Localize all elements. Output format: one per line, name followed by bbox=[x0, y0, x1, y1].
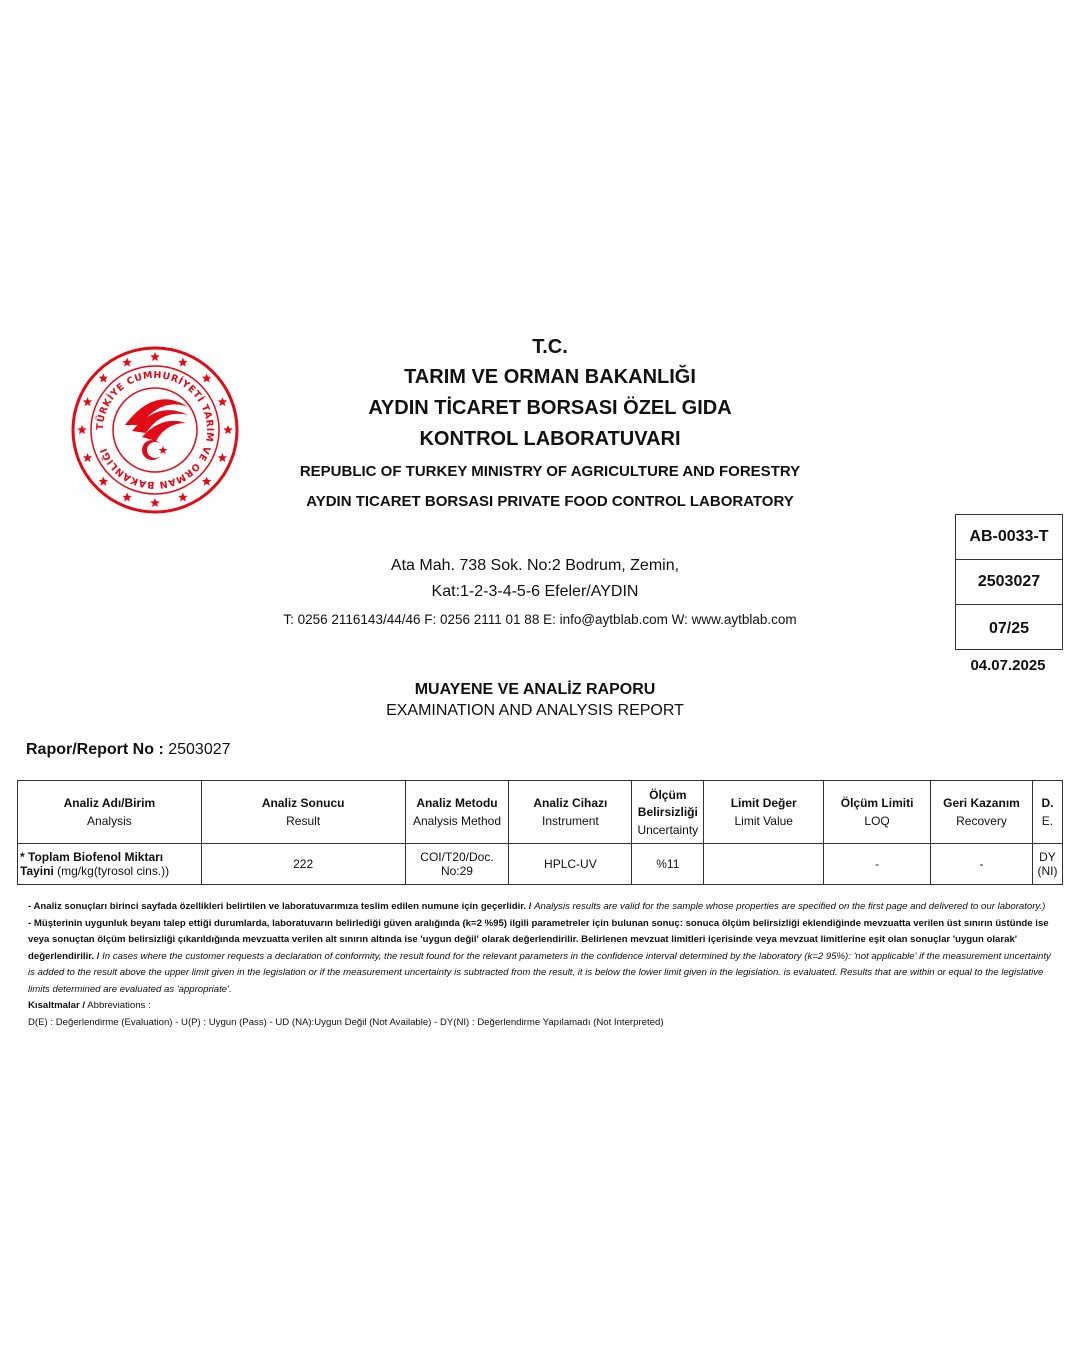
header-lab-tr-2: KONTROL LABORATUVARI bbox=[419, 428, 681, 450]
seal-star-icon bbox=[83, 397, 93, 406]
note-2: - Müşterinin uygunluk beyanı talep ettiği durumlarda, laboratuvarın belirlediği güven aralığında (k=2 %95) ilgili parametreler için bulunan sonuç: sonuca ölçüm belirsizliği eklendiğinde mevzuatta verilen üst sınırın üstünde ise veya sonuçtan ölçüm belirsizliği çıkarıldığında mevzuatta verilen alt sınırın altında ise 'uygun değil' olarak değerlendirilir. Belirlenen mevzuat limitleri içerisinde veya mevzuat limitlerine eşit olan sonuçlar 'uygun olarak' değerlendirilir. / In cases where the customer requests a declaration of conformity, the result found for the relevant parameters in the confidence interval determined by the laboratory (k=2 95%): 'not applicable' if the measurement uncertainty is added to the result above the upper limit given in the legislation or if the measurement uncertainty is subtracted from the result, it is below the lower limit given in the legislation. is evaluated. Results that are within or equal to the legislative limits determined are evaluated as 'appropriate'. bbox=[28, 917, 1051, 995]
cell-limit bbox=[704, 844, 824, 885]
report-number-value: 2503027 bbox=[168, 741, 231, 758]
seal-star-icon bbox=[99, 477, 109, 486]
seal-star-icon bbox=[150, 498, 160, 507]
seal-star-icon bbox=[223, 425, 233, 434]
report-number bbox=[26, 741, 231, 759]
ministry-seal-logo bbox=[70, 345, 240, 515]
report-title-tr: MUAYENE VE ANALİZ RAPORU bbox=[414, 681, 656, 698]
cell-result: 222 bbox=[201, 844, 405, 885]
seal-star-icon bbox=[83, 453, 93, 462]
address-line-1: Ata Mah. 738 Sok. No:2 Bodrum, Zemin, bbox=[390, 557, 680, 574]
col-header-result: Analiz Sonucu Result bbox=[201, 781, 405, 844]
contact-info: T: 0256 2116143/44/46 F: 0256 2111 01 88 E: info@aytblab.com W: www.aytblab.com bbox=[283, 612, 797, 627]
revision-code: 07/25 bbox=[955, 604, 1063, 650]
seal-star-icon bbox=[77, 425, 87, 434]
report-date: 04.07.2025 bbox=[970, 657, 1046, 674]
report-number-label: Rapor/Report No : bbox=[26, 741, 164, 758]
col-header-instrument: Analiz Cihazı Instrument bbox=[509, 781, 632, 844]
header-ministry-tr: TARIM VE ORMAN BAKANLIĞI bbox=[404, 366, 696, 388]
cell-uncertainty: %11 bbox=[632, 844, 704, 885]
header-lab-tr-1: AYDIN TİCARET BORSASI ÖZEL GIDA bbox=[368, 397, 732, 419]
abbreviations-heading: Kısaltmalar / Abbreviations : bbox=[28, 1000, 151, 1011]
abbreviations-list: D(E) : Değerlendirme (Evaluation) - U(P) : Uygun (Pass) - UD (NA):Uygun Değil (Not Available) - DY(NI) : Değerlendirme Yapılamadı (Not Interpreted) bbox=[28, 1016, 664, 1028]
seal-star-icon bbox=[122, 492, 132, 501]
cell-recovery: - bbox=[931, 844, 1033, 885]
cell-instrument: HPLC-UV bbox=[509, 844, 632, 885]
seal-star-icon bbox=[122, 358, 132, 367]
report-code: 2503027 bbox=[955, 560, 1063, 605]
cell-method: COI/T20/Doc. No:29 bbox=[405, 844, 509, 885]
cell-loq: - bbox=[824, 844, 931, 885]
table-row bbox=[18, 844, 1063, 885]
seal-star-icon bbox=[202, 373, 212, 382]
col-header-evaluation: D. E. bbox=[1032, 781, 1062, 844]
seal-star-icon bbox=[218, 397, 228, 406]
header-tc: T.C. bbox=[532, 336, 568, 358]
report-title-en: EXAMINATION AND ANALYSIS REPORT bbox=[386, 702, 684, 719]
col-header-method: Analiz Metodu Analysis Method bbox=[405, 781, 509, 844]
seal-star-icon bbox=[178, 358, 188, 367]
cell-analysis: * Toplam Biofenol Miktarı Tayini (mg/kg(tyrosol cins.)) bbox=[18, 844, 202, 885]
address-line-2: Kat:1-2-3-4-5-6 Efeler/AYDIN bbox=[431, 583, 639, 600]
seal-star-icon bbox=[150, 352, 160, 361]
col-header-loq: Ölçüm Limiti LOQ bbox=[824, 781, 931, 844]
header-ministry-en: REPUBLIC OF TURKEY MINISTRY OF AGRICULTURE AND FORESTRY bbox=[299, 463, 801, 480]
note-1: - Analiz sonuçları birinci sayfada özellikleri belirtilen ve laboratuvarımıza teslim edilen numune için geçerlidir. / Analysis results are valid for the sample whose properties are specified on the first page and delivered to our laboratory.) bbox=[28, 901, 1046, 912]
seal-star-icon bbox=[218, 453, 228, 462]
results-table bbox=[17, 780, 1063, 885]
cell-evaluation: DY (NI) bbox=[1032, 844, 1062, 885]
header-lab-en: AYDIN TICARET BORSASI PRIVATE FOOD CONTROL LABORATORY bbox=[306, 493, 794, 510]
svg-text:TÜRKİYE CUMHURİYETİ TARIM VE O: TÜRKİYE CUMHURİYETİ TARIM VE ORMAN BAKANLIĞI bbox=[94, 369, 216, 491]
col-header-analysis: Analiz Adı/Birim Analysis bbox=[18, 781, 202, 844]
seal-star-icon bbox=[202, 477, 212, 486]
seal-star-icon bbox=[99, 373, 109, 382]
accreditation-code: AB-0033-T bbox=[955, 514, 1063, 560]
col-header-uncertainty: Ölçüm Belirsizliği Uncertainty bbox=[632, 781, 704, 844]
notes-section bbox=[28, 899, 1058, 1031]
seal-star-icon bbox=[178, 492, 188, 501]
table-header-row bbox=[18, 781, 1063, 844]
col-header-limit: Limit Değer Limit Value bbox=[704, 781, 824, 844]
col-header-recovery: Geri Kazanım Recovery bbox=[931, 781, 1033, 844]
